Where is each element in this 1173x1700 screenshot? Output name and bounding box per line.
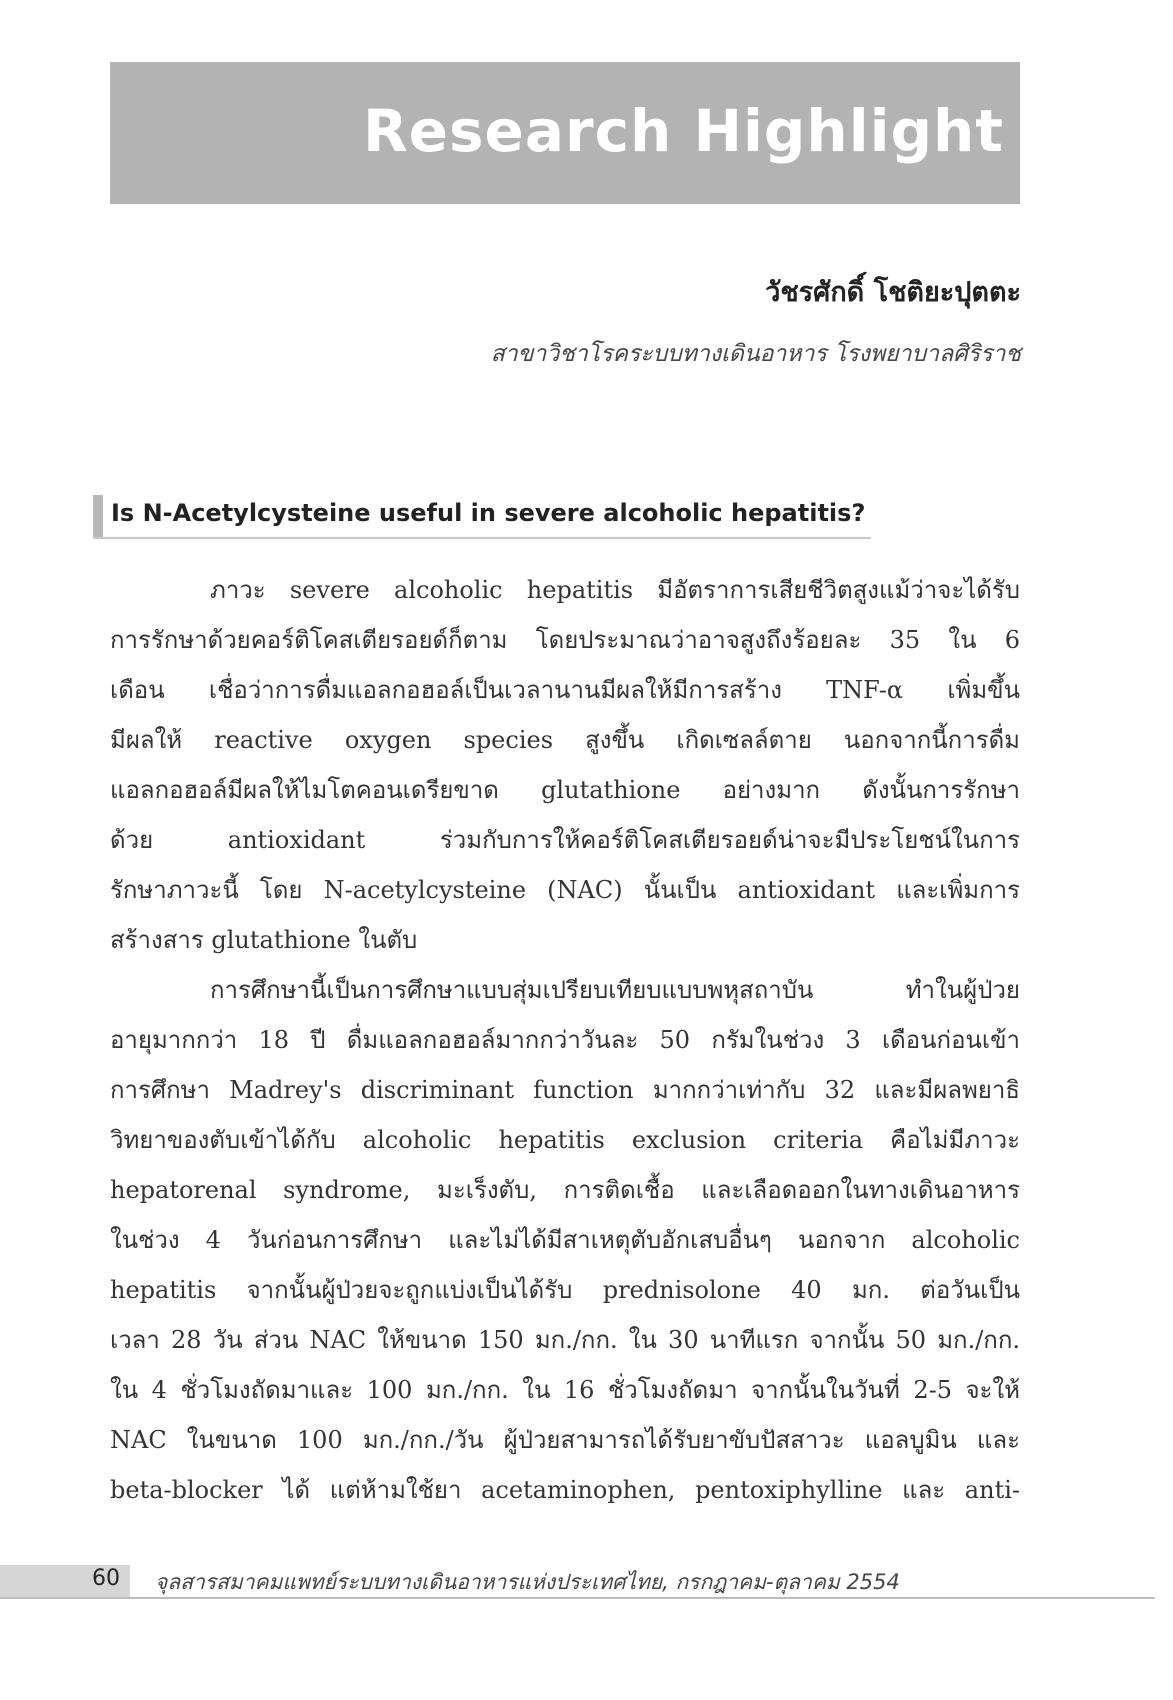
author-affiliation: สาขาวิชาโรคระบบทางเดินอาหาร โรงพยาบาลศิริราช xyxy=(490,341,1021,367)
paragraph xyxy=(110,965,1020,1515)
body-line: hepatitis จากนั้นผู้ป่วยจะถูกแบ่งเป็นได้รับ prednisolone 40 มก. ต่อวันเป็น xyxy=(110,1276,1020,1304)
body-line: hepatorenal syndrome, มะเร็งตับ, การติดเชื้อ และเลือดออกในทางเดินอาหาร xyxy=(110,1176,1020,1204)
body-line: วิทยาของตับเข้าได้กับ alcoholic hepatitis exclusion criteria คือไม่มีภาวะ xyxy=(110,1126,1020,1154)
body-line: เวลา 28 วัน ส่วน NAC ให้ขนาด 150 มก./กก. ใน 30 นาทีแรก จากนั้น 50 มก./กก. xyxy=(110,1326,1020,1354)
body-line: การรักษาด้วยคอร์ติโคสเตียรอยด์ก็ตาม โดยประมาณว่าอาจสูงถึงร้อยละ 35 ใน 6 xyxy=(110,626,1020,654)
body-line: มีผลให้ reactive oxygen species สูงขึ้น เกิดเซลล์ตาย นอกจากนี้การดื่ม xyxy=(110,726,1020,754)
header-banner xyxy=(110,62,1020,204)
heading-accent-bar xyxy=(93,495,103,537)
section-heading xyxy=(93,495,871,539)
article-heading: Is N-Acetylcysteine useful in severe alcoholic hepatitis? xyxy=(111,499,866,527)
body-line: ภาวะ severe alcoholic hepatitis มีอัตราการเสียชีวิตสูงแม้ว่าจะได้รับ xyxy=(210,576,1020,604)
page-number: 60 xyxy=(92,1566,120,1591)
body-line: สร้างสาร glutathione ในตับ xyxy=(110,926,418,954)
article-body xyxy=(110,565,1020,1515)
author-name: วัชรศักดิ์ โชติยะปุตตะ xyxy=(765,277,1021,308)
body-line: อายุมากกว่า 18 ปี ดื่มแอลกอฮอล์มากกว่าวันละ 50 กรัมในช่วง 3 เดือนก่อนเข้า xyxy=(110,1026,1020,1054)
body-line: NAC ในขนาด 100 มก./กก./วัน ผู้ป่วยสามารถได้รับยาขับปัสสาวะ แอลบูมิน และ xyxy=(110,1426,1020,1454)
body-line: รักษาภาวะนี้ โดย N-acetylcysteine (NAC) นั้นเป็น antioxidant และเพิ่มการ xyxy=(110,876,1020,904)
body-line: เดือน เชื่อว่าการดื่มแอลกอฮอล์เป็นเวลานานมีผลให้มีการสร้าง TNF-α เพิ่มขึ้น xyxy=(110,676,1020,704)
body-line: ในช่วง 4 วันก่อนการศึกษา และไม่ได้มีสาเหตุตับอักเสบอื่นๆ นอกจาก alcoholic xyxy=(110,1226,1020,1254)
banner-title: Research Highlight xyxy=(363,97,1004,165)
body-line: การศึกษา Madrey's discriminant function มากกว่าเท่ากับ 32 และมีผลพยาธิ xyxy=(110,1076,1020,1104)
paragraph xyxy=(110,565,1020,965)
body-line: การศึกษานี้เป็นการศึกษาแบบสุ่มเปรียบเทียบแบบพหุสถาบัน ทำในผู้ป่วย xyxy=(210,976,1020,1004)
body-line: beta-blocker ได้ แต่ห้ามใช้ยา acetaminophen, pentoxiphylline และ anti- xyxy=(110,1476,1020,1504)
journal-citation: จุลสารสมาคมแพทย์ระบบทางเดินอาหารแห่งประเทศไทย, กรกฎาคม-ตุลาคม 2554 xyxy=(155,1570,900,1594)
body-line: แอลกอฮอล์มีผลให้ไมโตคอนเดรียขาด glutathione อย่างมาก ดังนั้นการรักษา xyxy=(110,776,1020,804)
body-line: ใน 4 ชั่วโมงถัดมาและ 100 มก./กก. ใน 16 ชั่วโมงถัดมา จากนั้นในวันที่ 2-5 จะให้ xyxy=(110,1376,1020,1404)
body-line: ด้วย antioxidant ร่วมกับการให้คอร์ติโคสเตียรอยด์น่าจะมีประโยชน์ในการ xyxy=(110,826,1020,854)
